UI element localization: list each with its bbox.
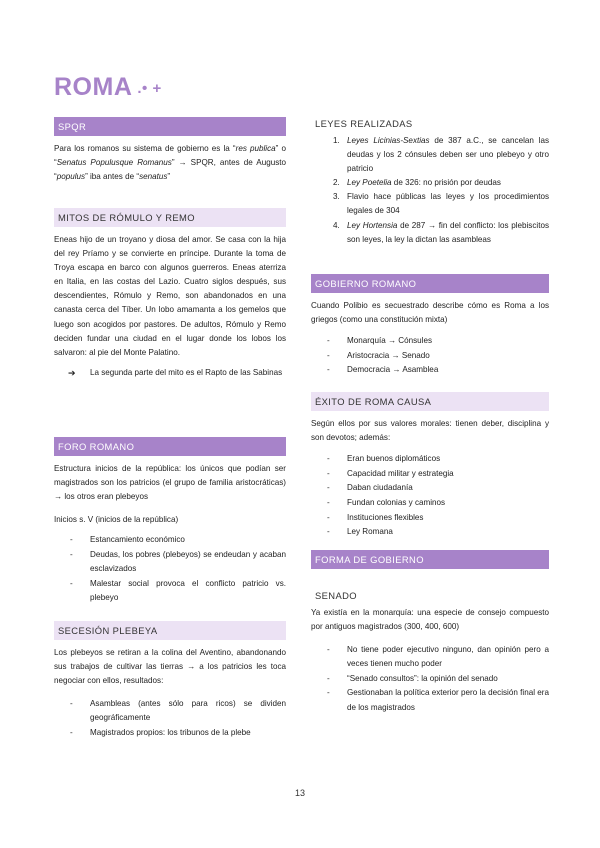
list-item-text: Capacidad militar y estrategia [347,468,454,478]
list-item [311,176,549,190]
foro-paragraph: Estructura inicios de la república: los únicos que podían ser magistrados son los patricios (el grupo de familia aristocráticas) → los otros eran plebeyos [54,464,286,502]
dash-marker: - [70,578,73,588]
section-body [311,606,549,715]
dash-marker: - [70,727,73,737]
list-item-text: Magistrados propios: los tribunos de la plebe [90,727,251,737]
section-senado [311,586,549,715]
numbered-list [311,134,549,247]
list-item-text: “Senado consultos”: la opinión del senado [347,673,498,683]
dash-marker: - [327,454,330,464]
text-run: ” o “ [54,144,286,168]
section-body [311,299,549,377]
list-item [311,363,549,377]
list-number: 2. [333,178,340,188]
list-item [311,452,549,466]
list-item [311,481,549,495]
section-heading: FORMA DE GOBIERNO [311,550,549,569]
list-item-text: No tiene poder ejecutivo ninguno, dan opinión pero a veces tienen mucho poder [347,645,549,669]
dash-marker: - [327,483,330,493]
law-name: Ley Poetelia [347,178,392,188]
list-item [311,467,549,481]
section-foro [54,437,286,605]
list-item [54,577,286,605]
spqr-paragraph [54,142,286,184]
text-italic: Senatus Populusque Romanus [56,158,172,168]
dash-marker: - [327,645,330,655]
list-item [54,548,286,576]
dash-marker: - [327,336,330,346]
law-name: Leyes Licinias-Sextias [347,136,430,145]
dash-list [311,643,549,714]
list-item-text: Fundan colonias y caminos [347,497,446,507]
secesion-paragraph: Los plebeyos se retiran a la colina del Aventino, abandonando sus trabajos de cultivar las tierras → a los patricios les toca negociar con ellos, resultados: [54,648,286,686]
dash-list [311,452,549,539]
list-item [311,134,549,176]
section-secesion [54,621,286,741]
list-item-text: Ley Romana [347,527,393,537]
list-item-text: La segunda parte del mito es el Rapto de las Sabinas [90,367,283,377]
section-forma [311,550,549,569]
section-body [54,646,286,740]
list-item [54,533,286,547]
text-italic: senatus [139,172,168,182]
list-item-text: Instituciones flexibles [347,512,424,522]
text-run: ” [167,172,171,182]
dash-marker: - [327,468,330,478]
section-heading: SPQR [54,117,286,136]
list-item-text: Gestionaban la política exterior pero la decisión final era de los magistrados [347,688,549,712]
text-run: ” iba antes de “ [85,172,140,182]
list-item-text: Democracia → Asamblea [347,365,439,375]
list-item-text: de 287 → fin del conflicto: los plebiscitos son leyes, la ley la dictan las asambleas [347,220,549,244]
dash-marker: - [70,549,73,559]
foro-subtext: Inicios s. V (inicios de la república) [54,515,179,525]
list-number: 1. [333,136,340,145]
dash-list [54,697,286,740]
section-heading: LEYES REALIZADAS [315,118,413,129]
list-item [311,511,549,525]
list-item-text: Asambleas (antes sólo para ricos) se dividen geográficamente [90,699,286,723]
section-body [54,233,286,380]
section-spqr [54,117,286,184]
section-heading: ÉXITO DE ROMA CAUSA [311,392,549,411]
section-body [54,142,286,184]
dash-marker: - [70,535,73,545]
list-item [311,643,549,671]
dash-marker: - [327,497,330,507]
list-item [311,525,549,539]
senado-paragraph: Ya existía en la monarquía: una especie de consejo compuesto por antiguos magistrados (300, 400, 600) [311,608,549,632]
section-mitos [54,208,286,380]
section-heading: MITOS DE RÓMULO Y REMO [54,208,286,227]
text-run: Para los romanos su sistema de gobierno es la “ [54,144,236,153]
list-item [311,686,549,714]
dash-marker: - [327,527,330,537]
section-exito [311,392,549,540]
list-item-text: Monarquía → Cónsules [347,336,433,346]
arrow-right-icon: ➔ [68,367,76,378]
list-item [311,496,549,510]
list-item [311,334,549,348]
list-item [311,349,549,363]
dash-marker: - [327,365,330,375]
page-number: 13 [294,788,305,798]
list-item-text: de 387 a.C., se cancelan las deudas y los 2 cónsules deben ser uno plebeyo y otro patricio [347,136,550,174]
page-title [54,73,162,102]
title-text: ROMA [54,73,133,101]
dash-marker: - [327,688,330,698]
dash-marker: - [70,699,73,709]
list-item [54,697,286,725]
gobierno-paragraph: Cuando Polibio es secuestrado describe cómo es Roma a los griegos (como una constitución mixta) [311,301,549,325]
list-item [311,672,549,686]
section-body [54,462,286,605]
list-item [54,366,286,380]
mitos-paragraph: Eneas hijo de un troyano y diosa del amor. Se casa con la hija del rey Príamo y se convierte en príncipe. Durante la toma de Troya escapa en barco con algunos guerreros. Eneas aterriza en Italia, en las costas del Lazio. Cuatro siglos después, sus descendientes, Rómulo y Remo, son abandonados en una canasta cerca del Tíber. Un lobo amamanta a los gemelos que luego son acogidos por pastores. De adultos, Rómulo y Remo deciden fundar una ciudad en el lugar donde los lobos los salvaron: al pie del Monte Palatino. [54,235,286,357]
list-item-text: Estancamiento económico [90,535,185,545]
section-heading: SECESIÓN PLEBEYA [54,621,286,640]
dash-list [54,533,286,604]
list-item-text: Daban ciudadanía [347,483,413,493]
list-item [54,726,286,740]
section-body [311,417,549,539]
list-item-text: Aristocracia → Senado [347,350,430,360]
text-italic: populus [56,172,86,182]
law-name: Ley Hortensia [347,220,398,230]
section-heading: GOBIERNO ROMANO [311,274,549,293]
section-heading: FORO ROMANO [54,437,286,456]
list-item-text: Malestar social provoca el conflicto patricio vs. plebeyo [90,578,286,602]
exito-paragraph: Según ellos por sus valores morales: tienen deber, disciplina y son devotos; además: [311,419,549,443]
dash-marker: - [327,673,330,683]
list-item [311,190,549,218]
list-number: 3. [333,192,340,202]
section-gobierno [311,274,549,378]
list-item-text: de 326: no prisión por deudas [391,178,501,188]
text-run: ” → SPQR, antes de Augusto “ [54,158,286,182]
list-item-text: Eran buenos diplomáticos [347,454,441,464]
dash-list [311,334,549,377]
section-heading: SENADO [315,590,357,601]
text-italic: res publica [235,144,276,153]
dash-marker: - [327,350,330,360]
list-number: 4. [333,220,340,230]
title-decoration-icon: .• + [137,80,162,97]
list-item-text: Deudas, los pobres (plebeyos) se endeudan y acaban esclavizados [90,549,286,574]
dash-marker: - [327,512,330,522]
list-item-text: Flavio hace públicas las leyes y los procedimientos legales de 304 [347,192,549,216]
list-item [311,219,549,247]
arrow-list [54,366,286,380]
section-leyes [311,114,549,247]
